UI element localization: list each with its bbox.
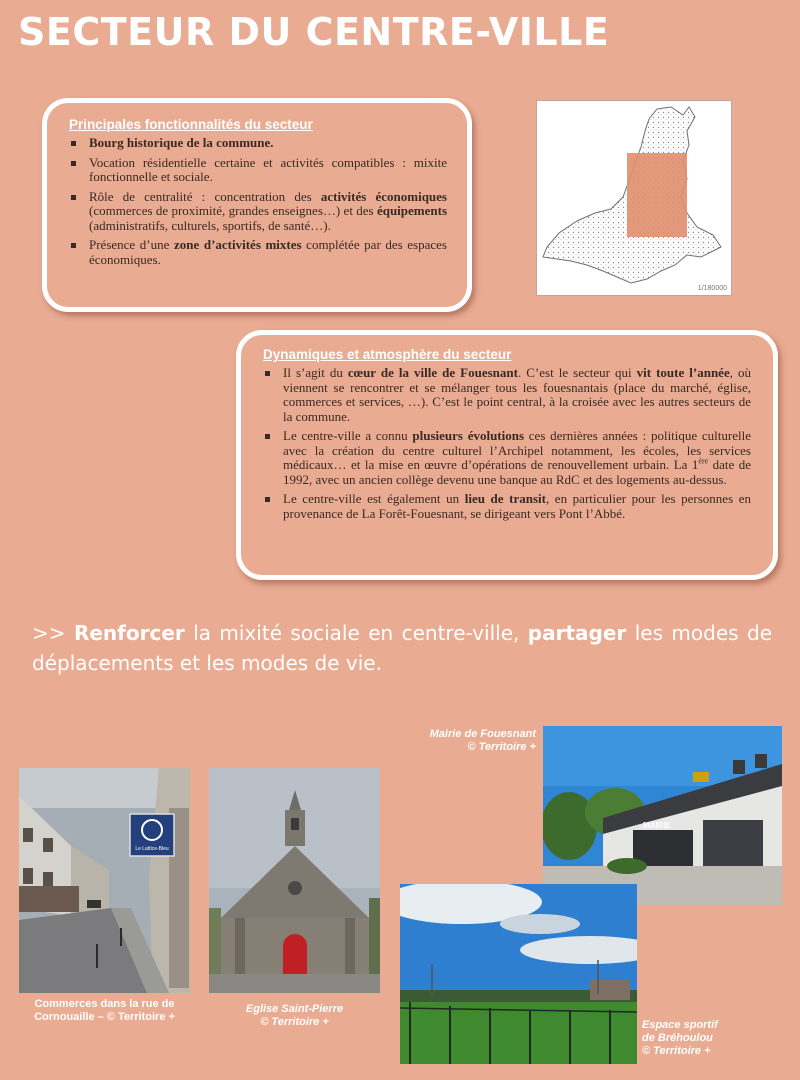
text-run: >>	[32, 621, 74, 645]
caption-sport-line1: Espace sportif	[642, 1019, 718, 1031]
list-item	[69, 238, 447, 267]
bold-text: partager	[527, 621, 627, 645]
functionalities-list	[69, 136, 447, 267]
text-run: (commerces de proximité, grandes enseignes…) et des	[89, 203, 377, 218]
text-run: Le centre-ville a connu	[283, 428, 413, 443]
caption-commerces-line1: Commerces dans la rue de	[34, 998, 175, 1010]
text-run: date de 1992, avec un ancien collège devenu une banque au RdC et des logements au-dessus.	[283, 457, 752, 487]
text-run: Présence d’une	[89, 237, 174, 252]
caption-sport-line3: © Territoire +	[642, 1045, 711, 1057]
bold-text: lieu de transit	[464, 491, 546, 506]
bold-text: vit toute l’année	[636, 365, 730, 380]
conclusion-text	[32, 618, 772, 678]
caption-commerces	[19, 998, 190, 1024]
bold-text: zone d’activités mixtes	[173, 237, 302, 252]
bold-text: plusieurs évolutions	[412, 428, 525, 443]
text-run: les modes de déplacements et les modes de vie.	[32, 621, 772, 675]
dynamics-list	[263, 366, 751, 521]
text-run: complétée par des espaces économiques.	[89, 237, 447, 267]
list-item	[69, 190, 447, 234]
bold-text: activités économiques	[320, 188, 447, 204]
commune-map	[536, 100, 732, 296]
caption-sport	[642, 1019, 792, 1058]
text-run: , où viennent se rencontrer et se mélanger tous les fouesnantais (place du marché, église, commerces et services, …). C’est le point central, à la croisée avec les autres secteurs de la commune.	[283, 365, 752, 424]
text-run: ère	[698, 456, 709, 466]
caption-mairie-line2: © Territoire +	[467, 741, 536, 753]
text-run: ces dernières années : politique culturelle avec la création du centre culturel l’Archipel notamment, les écoles, les services médicaux… et la mise en œuvre d’opérations de renouvellement urbain. La 1	[283, 428, 751, 472]
photo-sport	[400, 884, 637, 1064]
text-run: la mixité sociale en centre-ville,	[184, 621, 528, 645]
shop-sign-text: Le Lattice-Bleu	[135, 846, 169, 852]
text-run: , en particulier pour les personnes en provenance de La Forêt-Fouesnant, se dirigeant vers Pont l’Abbé.	[283, 491, 751, 521]
caption-eglise	[209, 1003, 380, 1029]
caption-commerces-line2: Cornouaille – © Territoire +	[34, 1011, 175, 1023]
text-run: Vocation résidentielle certaine et activités compatibles : mixite fonctionnelle et sociale.	[89, 154, 447, 184]
page-title: SECTEUR DU CENTRE-VILLE	[18, 10, 610, 54]
caption-sport-line2: de Bréhoulou	[642, 1032, 713, 1044]
photo-commerces	[19, 768, 190, 993]
list-item	[263, 492, 751, 521]
caption-eglise-line1: Eglise Saint-Pierre	[245, 1003, 344, 1015]
photo-mairie	[543, 726, 782, 905]
photo-eglise	[209, 768, 380, 993]
list-item	[263, 429, 751, 487]
text-run: Il s’agit du	[283, 365, 348, 380]
text-run: (administratifs, culturels, sportifs, de santé…).	[89, 217, 331, 233]
caption-mairie	[360, 728, 536, 754]
functionalities-heading: Principales fonctionnalités du secteur	[69, 117, 313, 132]
caption-eglise-line2: © Territoire +	[260, 1016, 329, 1028]
list-item	[69, 136, 447, 151]
list-item	[69, 156, 447, 185]
bold-text: Bourg historique de la commune.	[89, 135, 274, 150]
bold-text: cœur de la ville de Fouesnant	[347, 365, 518, 380]
dynamics-heading: Dynamiques et atmosphère du secteur	[263, 347, 512, 362]
caption-mairie-line1: Mairie de Fouesnant	[429, 728, 536, 740]
list-item	[263, 366, 751, 424]
text-run: . C’est le secteur qui	[517, 365, 637, 380]
mairie-sign: MAIRIE	[643, 821, 671, 830]
bold-text: Renforcer	[73, 621, 185, 645]
text-run: Rôle de centralité : concentration des	[89, 188, 321, 204]
map-scale: 1/180000	[697, 285, 727, 292]
dynamics-panel	[236, 330, 778, 580]
sector-highlight	[627, 153, 687, 237]
bold-text: équipements	[376, 203, 447, 218]
text-run: Le centre-ville est également un	[283, 491, 465, 506]
commune-map-drawing	[537, 101, 731, 295]
functionalities-panel	[42, 98, 472, 312]
